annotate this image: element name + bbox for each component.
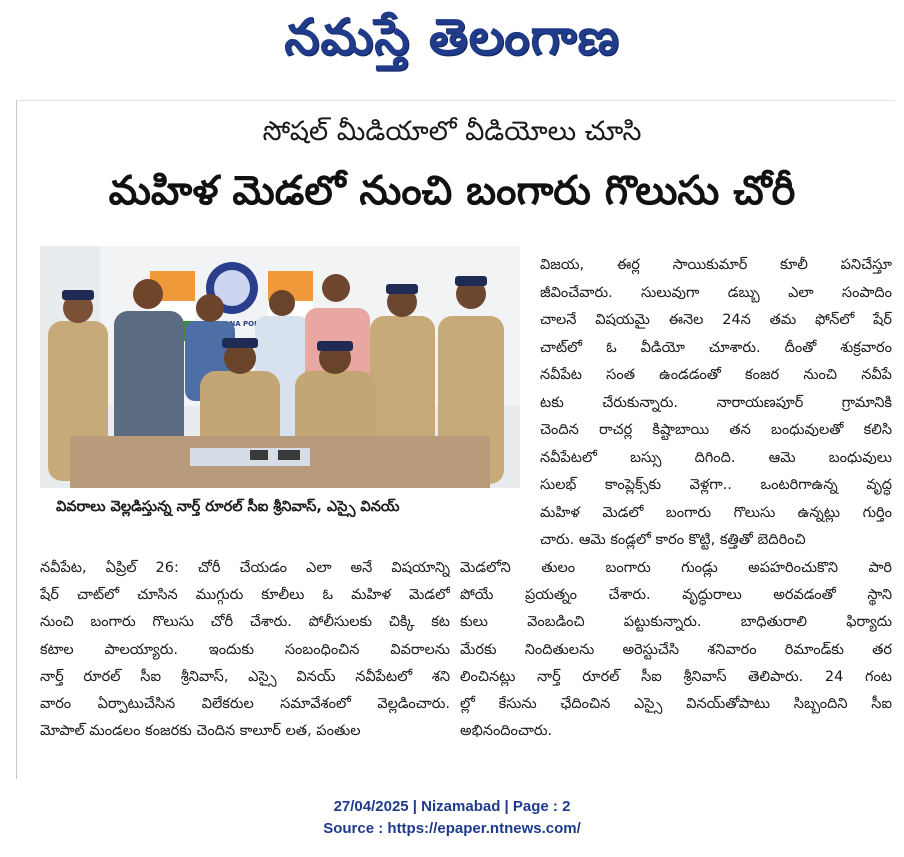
article-column-right-lower — [460, 555, 892, 745]
article-text-line: చాలనే విషయమై ఈనెల 24న తమ ఫోన్‌లో షేర్ — [540, 312, 892, 328]
article-text-line: లించినట్లు నార్త్ రూరల్ సీఐ శ్రీనివాస్ తెలిపారు. 24 గంట — [460, 668, 892, 685]
article-photo — [40, 246, 520, 488]
article-text-line: నవీపేటలో బస్సు దిగింది. ఆమె బంధువులు — [540, 449, 892, 466]
photo-caption: వివరాలు వెల్లడిస్తున్న నార్త్ రూరల్ సీఐ శ్రీనివాస్, ఎస్సై వినయ్ — [56, 499, 400, 515]
article-text-line: మెడలోని తులం బంగారు గుండ్లు అపహరించుకొని పారి — [460, 560, 892, 576]
article-text-line: షేర్ చాట్‌లో చూసిన ముగ్గురు కూలీలు ఓ మహిళ మెడలో — [40, 587, 450, 604]
article-text-line: జీవించేవారు. సులువుగా డబ్బు ఎలా సంపాదిం — [540, 284, 892, 301]
article-text-line: నార్త్ రూరల్ సీఐ శ్రీనివాస్, ఎస్సై వినయ్ నవీపేటలో శని — [40, 668, 450, 685]
article-text-line: కులు వెంబడించి పట్టుకున్నారు. బాధితురాలి ఫిర్యాదు — [460, 614, 892, 631]
article-column-left — [40, 555, 450, 745]
article-text-line: మహిళ మెడలో బంగారు గొలుసు ఉన్నట్లు గుర్తిం — [540, 504, 892, 521]
article-text-line: నవీపేట, ఏప్రిల్ 26: చోరీ చేయడం ఎలా అనే విషయాన్ని — [40, 560, 450, 576]
article-text-line: చారు. ఆమె కండ్లలో కారం కొట్టి, కత్తితో బెదిరించి — [540, 532, 806, 548]
article-text-line: సులభ్ కాంప్లెక్స్‌కు వెళ్లగా.. ఒంటరిగాఉన్న వృద్ధ — [540, 477, 892, 493]
article-text-line: మోపాల్ మండలం కంజరకు చెందిన కాలూర్ లత, పంతుల — [40, 723, 361, 740]
article-text-line: చెందిన రాచర్ల కిష్టాబాయి తన బంధువులతో కలిసి — [540, 422, 892, 438]
article-text-line: విజయ, ఈర్ల సాయికుమార్ కూలీ పనిచేస్తూ — [540, 257, 892, 273]
article-column-right-upper — [540, 252, 892, 555]
article-headline: మహిళ మెడలో నుంచి బంగారు గొలుసు చోరీ — [108, 168, 796, 214]
article-text-line: కటాల పాలయ్యారు. ఇందుకు సంబంధించిన వివరాలను — [40, 641, 450, 658]
article-text-line: చాట్‌లో ఓ వీడియో చూశారు. దీంతో శుక్రవారం — [540, 339, 892, 356]
masthead-logo: నమస్తే తెలంగాణ — [284, 8, 620, 66]
masthead — [0, 0, 904, 92]
footer-dateline: 27/04/2025 | Nizamabad | Page : 2 — [333, 798, 571, 815]
police-press-meet-photo — [40, 246, 520, 488]
footer-source: Source : https://epaper.ntnews.com/ — [323, 820, 581, 837]
article-text-line: నుంచి బంగారు గొలుసు చోరీ చేశారు. పోలీసులకు చిక్కి కట — [40, 614, 450, 631]
article-text-line: నవీపేట సంత ఉండడంతో కంజర నుంచి నవీపే — [540, 367, 892, 383]
article-text-line: మేరకు నిందితులను అరెస్టుచేసి శనివారం రిమాండ్‌కు తర — [460, 641, 892, 658]
article-text-line: అభినందించారు. — [460, 723, 553, 740]
article-kicker: సోషల్ మీడియాలో వీడియోలు చూసి — [262, 116, 642, 147]
article-text-line: టకు చేరుకున్నారు. నారాయణపూర్ గ్రామానికి — [540, 394, 892, 411]
article-text-line: పోయే ప్రయత్నం చేశారు. వృద్ధురాలు అరవడంతో స్థాని — [460, 587, 892, 604]
article-text-line: ల్లో కేసును ఛేదించిన ఎస్సై వినయ్‌తోపాటు సిబ్బందిని సీఐ — [460, 696, 892, 713]
article-text-line: వారం ఏర్పాటుచేసిన విలేకరుల సమావేశంలో వెల్లడించారు. — [40, 696, 450, 713]
